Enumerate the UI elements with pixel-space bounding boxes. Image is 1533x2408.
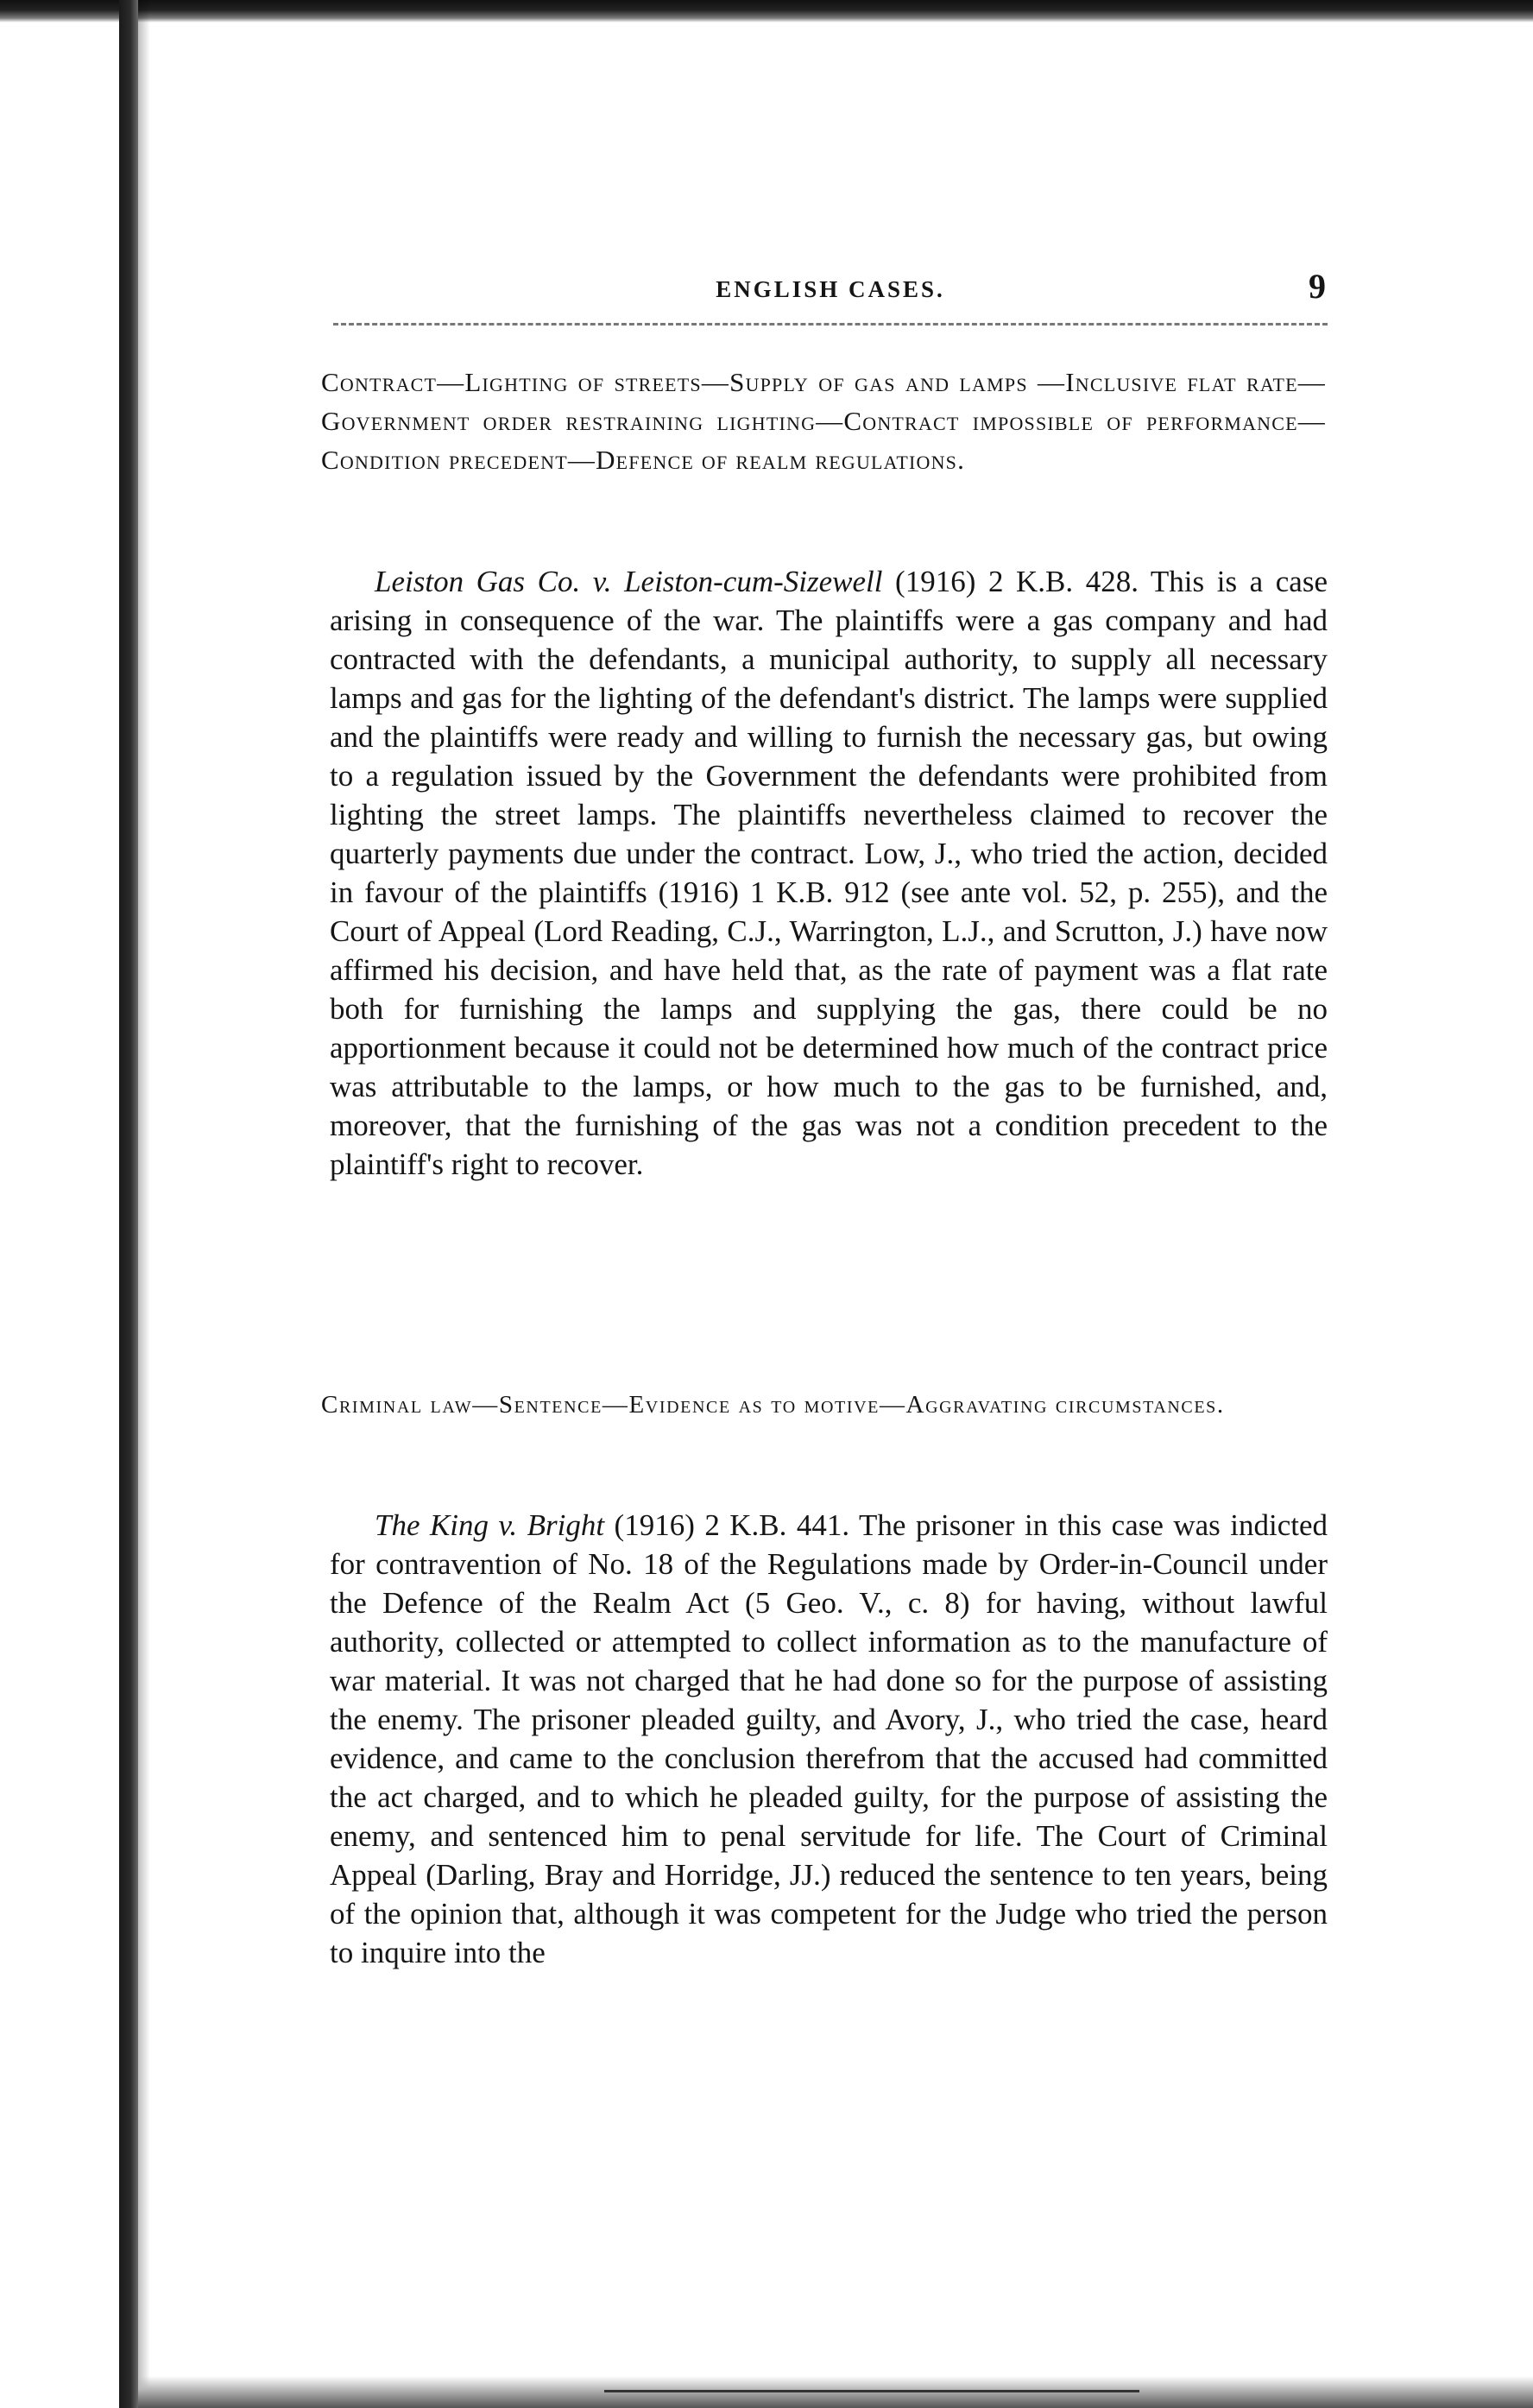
case-citation: (1916) 2 K.B. 428. bbox=[882, 565, 1139, 598]
running-head-title: ENGLISH CASES. bbox=[716, 276, 945, 302]
case-heading-criminal-law: Criminal law—Sentence—Evidence as to motive—Aggravating circumstances. bbox=[321, 1391, 1225, 1419]
scan-top-edge bbox=[0, 0, 1533, 22]
scan-bottom-rule bbox=[604, 2390, 1139, 2392]
running-head bbox=[333, 266, 1328, 318]
case-name: The King v. Bright bbox=[375, 1508, 605, 1542]
case-body-text: The prisoner in this case was indicted for contravention of No. 18 of the Regulations made by Order-in-Council under the Defence of the Realm Act (5 Geo. V., c. 8) for having, without lawful authority, collected or attempted to collect information as to the manufacture of war material. It was not charged that he had done so for the purpose of assisting the enemy. The prisoner pleaded guilty, and Avory, J., who tried the case, heard evidence, and came to the conclusion therefrom that the accused had committed the act charged, and to which he pleaded guilty, for the purpose of assisting the enemy, and sentenced him to penal servitude for life. The Court of Criminal Appeal (Darling, Bray and Horridge, JJ.) reduced the sentence to ten years, being of the opinion that, although it was competent for the Judge who tried the person to inquire into the bbox=[330, 1508, 1328, 1969]
header-rule bbox=[333, 323, 1328, 325]
case-body-text: This is a case arising in consequence of the war. The plaintiffs were a gas company and had contracted with the defendants, a municipal authority, to supply all necessary lamps and gas for the lighting of the defendant's district. The lamps were supplied and the plaintiffs were ready and willing to furnish the necessary gas, but owing to a regulation issued by the Government the defendants were prohibited from lighting the street lamps. The plaintiffs nevertheless claimed to recover the quarterly payments due under the contract. Low, J., who tried the action, decided in favour of the plaintiffs (1916) 1 K.B. 912 (see ante vol. 52, p. 255), and the Court of Appeal (Lord Reading, C.J., Warrington, L.J., and Scrutton, J.) have now affirmed his decision, and have held that, as the rate of payment was a flat rate both for furnishing the lamps and supplying the gas, there could be no apportionment because it could not be determined how much of the contract price was attributable to the lamps, or how much to the gas to be furnished, and, moreover, that the furnishing of the gas was not a condition precedent to the plaintiff's right to recover. bbox=[330, 565, 1328, 1181]
case-heading-contract: Contract—Lighting of streets—Supply of gas and lamps —Inclusive flat rate—Government order restraining lighting—Contract impossible of performance—Condition precedent—Defence of realm regulations. bbox=[321, 367, 1326, 475]
scan-binding-shadow bbox=[138, 0, 150, 2408]
case-name: Leiston Gas Co. v. Leiston-cum-Sizewell bbox=[375, 565, 883, 598]
case-citation: (1916) 2 K.B. 441. bbox=[604, 1508, 850, 1542]
case-paragraph-bright bbox=[330, 1506, 1328, 1972]
scan-binding-edge bbox=[119, 0, 138, 2408]
case-paragraph-leiston bbox=[330, 562, 1328, 1184]
page-number: 9 bbox=[1309, 267, 1326, 306]
